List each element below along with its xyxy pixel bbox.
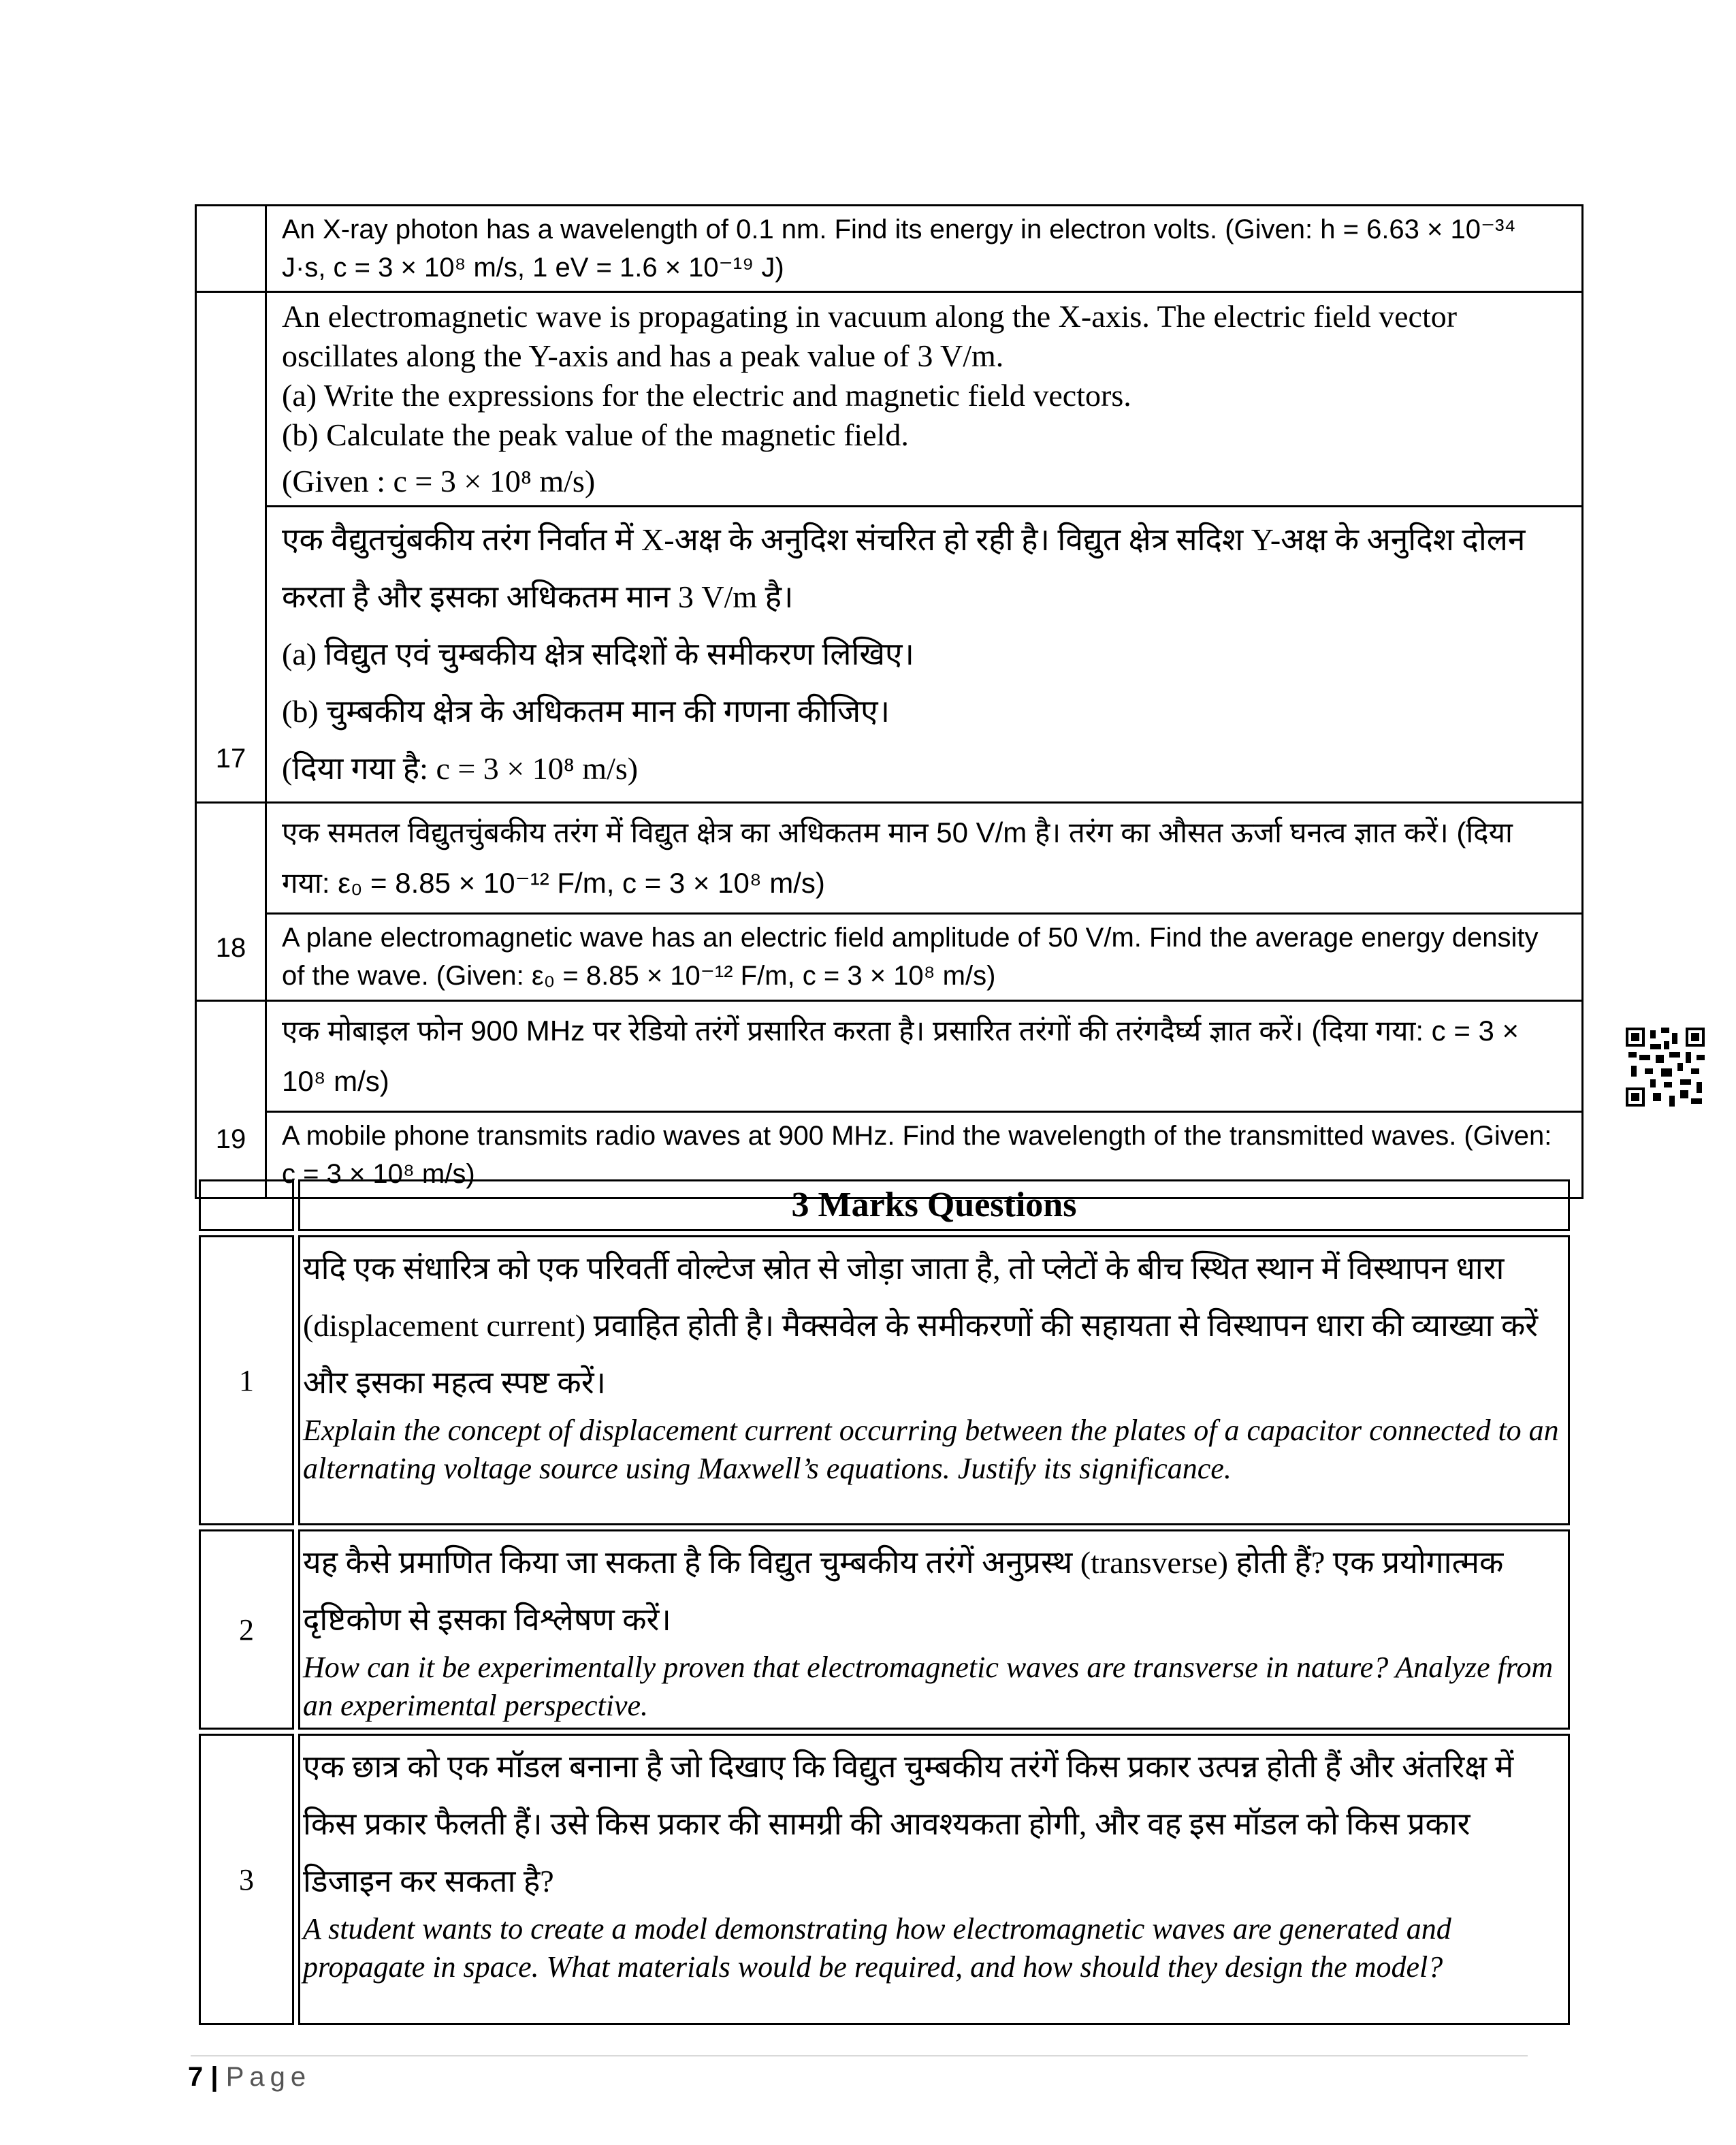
page-number: 7	[188, 2062, 204, 2092]
question-number-cell	[196, 206, 266, 292]
qr-code	[1626, 1027, 1705, 1107]
q17-hi-part-a: (a) विद्युत एवं चुम्बकीय क्षेत्र सदिशों के समीकरण लिखिए।	[282, 637, 914, 671]
q17-hi-part-b: (b) चुम्बकीय क्षेत्र के अधिकतम मान की गणना कीजिए।	[282, 694, 890, 729]
q17-en-given: (Given : c = 3 × 10⁸ m/s)	[282, 464, 596, 498]
q17-en-part-a: (a) Write the expressions for the electric and magnetic field vectors.	[282, 378, 1131, 413]
question-16-english: An X-ray photon has a wavelength of 0.1 nm. Find its energy in electron volts. (Given: h = 6.63 × 10⁻³⁴ J·s, c = 3 × 10⁸ m/s, 1 eV = 1.6 × 10⁻¹⁹ J)	[266, 206, 1583, 292]
question-18-english: A plane electromagnetic wave has an electric field amplitude of 50 V/m. Find the average energy density of the wave. (Given: ε₀ = 8.85 × 10⁻¹² F/m, c = 3 × 10⁸ m/s)	[266, 914, 1583, 1001]
question-number-18: 18	[196, 803, 266, 1001]
question-2-cell	[298, 1529, 1570, 1730]
q17-hi-line: एक वैद्युतचुंबकीय तरंग निर्वात में X-अक्ष के अनुदिश संचरित हो रही है। विद्युत क्षेत्र सदिश Y-अक्ष के अनुदिश दोलन करता है और इसका अधिकतम मान 3 V/m है।	[282, 522, 1526, 614]
header-number-cell	[199, 1179, 294, 1231]
question-number-19: 19	[196, 1001, 266, 1198]
page-label: Page	[225, 2062, 312, 2092]
question-19-english: A mobile phone transmits radio waves at 900 MHz. Find the wavelength of the transmitted waves. (Given: c = 3 × 10⁸ m/s)	[266, 1112, 1583, 1198]
question-2-hindi: यह कैसे प्रमाणित किया जा सकता है कि विद्युत चुम्बकीय तरंगें अनुप्रस्थ (transverse) होती हैं? एक प्रयोगात्मक दृष्टिकोण से इसका विश्लेषण करें।	[303, 1545, 1504, 1637]
question-18-hindi: एक समतल विद्युतचुंबकीय तरंग में विद्युत क्षेत्र का अधिकतम मान 50 V/m है। तरंग का औसत ऊर्जा घनत्व ज्ञात करें। (दिया गया: ε₀ = 8.85 × 10⁻¹² F/m, c = 3 × 10⁸ m/s)	[266, 803, 1583, 914]
three-mark-questions-table	[195, 1175, 1574, 2029]
question-3-english: A student wants to create a model demonstrating how electromagnetic waves are generated and propagate in space. What materials would be required, and how should they design the model?	[303, 1912, 1451, 1984]
footer-separator: |	[210, 2062, 219, 2092]
two-mark-questions-table	[195, 204, 1584, 1199]
question-3-cell	[298, 1734, 1570, 2025]
footer-divider	[191, 2055, 1528, 2056]
question-17-english	[266, 292, 1583, 507]
question-2-english: How can it be experimentally proven that electromagnetic waves are transverse in nature? Analyze from an experimental perspective.	[303, 1651, 1554, 1722]
section-heading: 3 Marks Questions	[298, 1179, 1570, 1231]
question-1-hindi: यदि एक संधारित्र को एक परिवर्ती वोल्टेज स्रोत से जोड़ा जाता है, तो प्लेटों के बीच स्थित स्थान में विस्थापन धारा (displacement current) प्रवाहित होती है। मैक्सवेल के समीकरणों की सहायता से विस्थापन धारा की व्याख्या करें और इसका महत्व स्पष्ट करें।	[303, 1251, 1539, 1400]
question-17-hindi	[266, 507, 1583, 803]
q17-hi-given: (दिया गया है: c = 3 × 10⁸ m/s)	[282, 751, 639, 786]
question-number-3: 3	[199, 1734, 294, 2025]
question-3-hindi: एक छात्र को एक मॉडल बनाना है जो दिखाए कि विद्युत चुम्बकीय तरंगें किस प्रकार उत्पन्न होती हैं और अंतरिक्ष में किस प्रकार फैलती हैं। उसे किस प्रकार की सामग्री की आवश्यकता होगी, और वह इस मॉडल को किस प्रकार डिजाइन कर सकता है?	[303, 1749, 1514, 1898]
q17-en-line: An electromagnetic wave is propagating in vacuum along the X-axis. The electric field vector oscillates along the Y-axis and has a peak value of 3 V/m.	[282, 299, 1458, 373]
q17-en-part-b: (b) Calculate the peak value of the magnetic field.	[282, 417, 909, 452]
question-number-1: 1	[199, 1235, 294, 1525]
question-1-english: Explain the concept of displacement current occurring between the plates of a capacitor connected to an alternating voltage source using Maxwell’s equations. Justify its significance.	[303, 1414, 1559, 1485]
question-number-17: 17	[196, 292, 266, 803]
question-19-hindi: एक मोबाइल फोन 900 MHz पर रेडियो तरंगें प्रसारित करता है। प्रसारित तरंगों की तरंगदैर्घ्य ज्ञात करें। (दिया गया: c = 3 × 10⁸ m/s)	[266, 1001, 1583, 1112]
page-footer	[188, 2062, 311, 2093]
question-number-2: 2	[199, 1529, 294, 1730]
question-1-cell	[298, 1235, 1570, 1525]
